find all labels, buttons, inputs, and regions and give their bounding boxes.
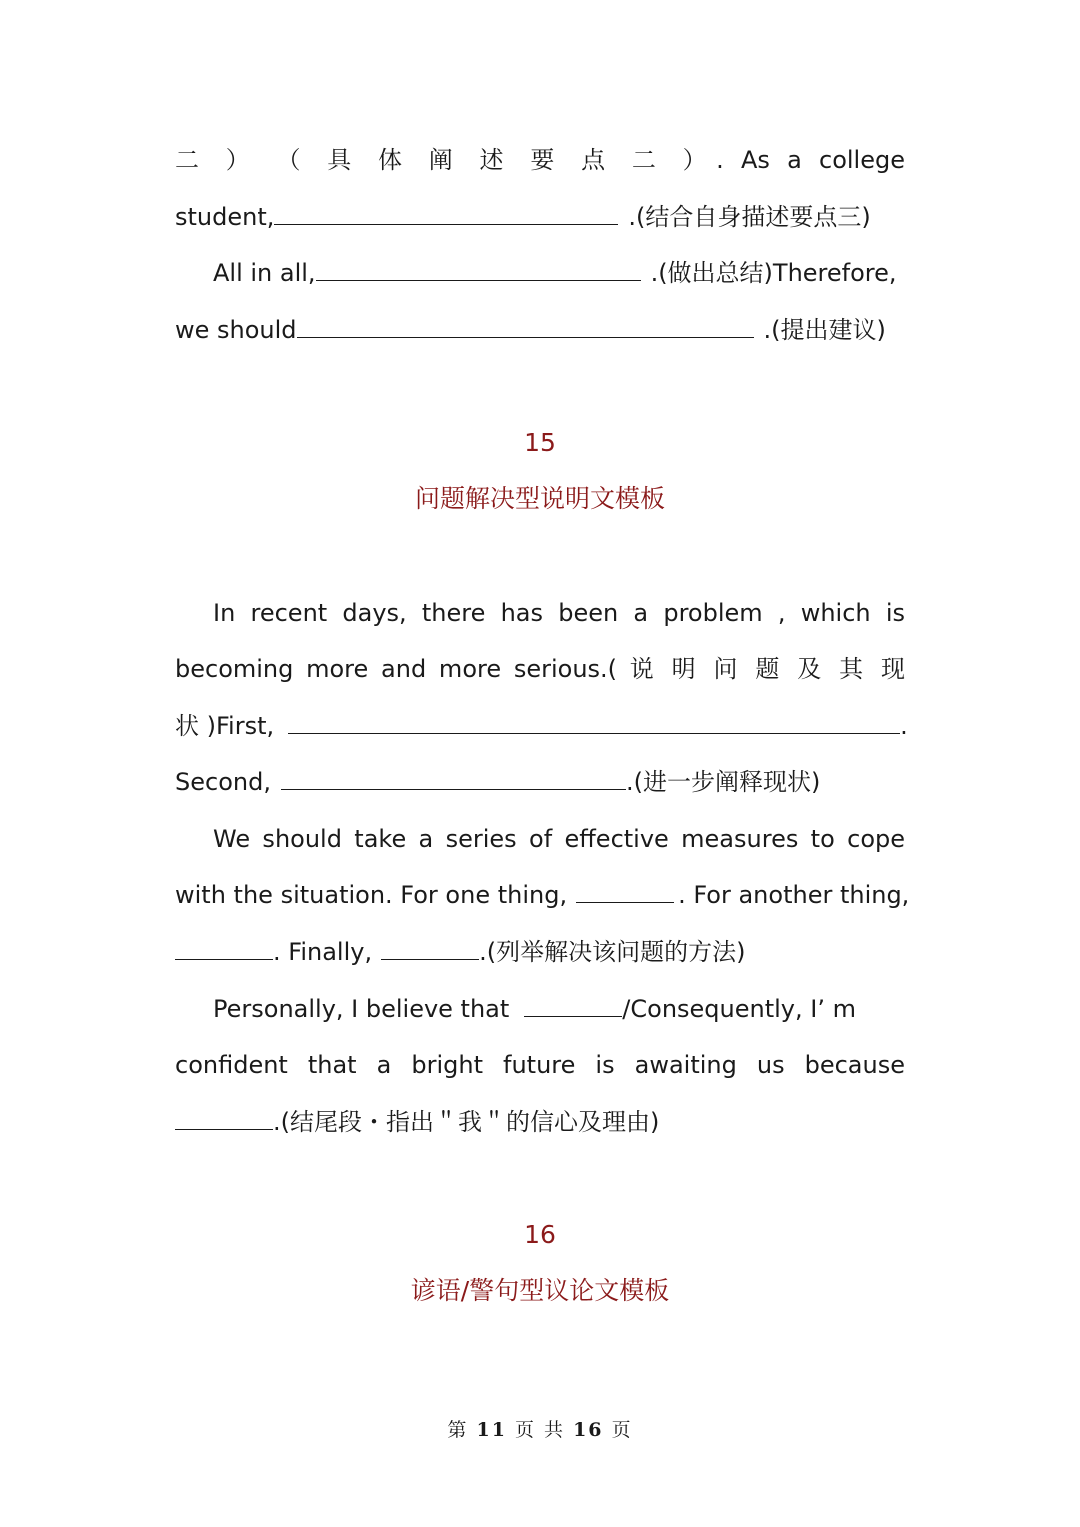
text-span: .(结合自身描述要点三) <box>628 203 871 231</box>
text-span: we should <box>175 316 297 344</box>
text-span: .(做出总结)Therefore, <box>650 259 897 287</box>
text-line <box>175 197 905 237</box>
fill-in-blank <box>281 763 626 790</box>
fill-in-blank <box>316 254 641 281</box>
fill-in-blank <box>175 1103 273 1130</box>
footer-suffix: 页 <box>611 1419 633 1441</box>
text-line <box>175 649 905 689</box>
fill-in-blank <box>381 933 479 960</box>
text-span: .(进一步阐释现状) <box>625 768 821 796</box>
text-span: .(提出建议) <box>763 316 886 344</box>
text-span: All in all, <box>213 259 316 287</box>
current-page-number: 11 <box>476 1419 507 1441</box>
footer-prefix: 第 <box>447 1419 469 1441</box>
text-line <box>175 1102 905 1142</box>
text-span: Second, <box>175 768 271 796</box>
text-span: . <box>900 712 908 740</box>
fill-in-blank <box>297 311 754 338</box>
text-line <box>175 310 905 350</box>
text-span: We should take a series of effective measures to cope <box>213 825 905 853</box>
fill-in-blank <box>576 876 674 903</box>
text-span: Personally, I believe that <box>213 995 510 1023</box>
text-span: .(列举解决该问题的方法) <box>479 938 746 966</box>
text-span: In recent days, there has been a problem , which is <box>213 599 905 627</box>
section-title: 问题解决型说明文模板 <box>414 484 665 513</box>
fill-in-blank <box>274 198 618 225</box>
text-line <box>175 140 905 180</box>
text-line <box>213 819 905 859</box>
text-line <box>175 1045 905 1085</box>
text-span: . For another thing, <box>678 881 910 909</box>
text-line <box>175 932 905 972</box>
fill-in-blank <box>288 707 900 734</box>
section-number: 16 <box>524 1220 556 1249</box>
page-footer <box>0 1415 1080 1442</box>
text-span: 状 )First, <box>175 712 275 740</box>
text-span: . Finally, <box>273 938 373 966</box>
text-line <box>175 706 908 746</box>
text-span: student, <box>175 203 275 231</box>
total-page-number: 16 <box>573 1419 604 1441</box>
fill-in-blank <box>175 933 273 960</box>
text-span: with the situation. For one thing, <box>175 881 568 909</box>
text-span: confident that a bright future is awaiting us because <box>175 1051 905 1079</box>
text-span: .(结尾段・指出＂我＂的信心及理由) <box>273 1108 660 1136</box>
text-span: /Consequently, I’ m <box>622 995 856 1023</box>
text-line <box>175 875 910 915</box>
text-span: becoming more and more serious.( 说 明 问 题 及 其 现 <box>175 655 905 683</box>
text-span: 二 ） （ 具 体 阐 述 要 点 二 ）. As a college <box>175 146 905 174</box>
section-number: 15 <box>524 428 556 457</box>
text-line <box>213 253 905 293</box>
text-line <box>213 593 905 633</box>
footer-middle: 页 共 <box>514 1419 566 1441</box>
fill-in-blank <box>524 990 622 1017</box>
section-title: 谚语/警句型议论文模板 <box>410 1276 670 1305</box>
text-line <box>213 989 905 1029</box>
text-line <box>175 762 905 802</box>
